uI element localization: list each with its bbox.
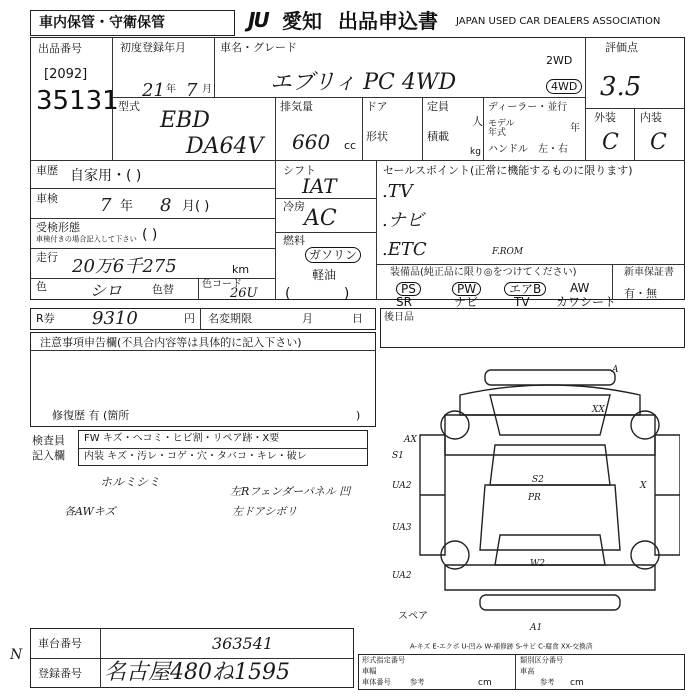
- receive-sub: 車検付きの場合記入して下さい: [36, 236, 137, 245]
- drive-4wd: 4WD: [546, 79, 582, 94]
- model-year-unit: 年: [570, 123, 580, 134]
- inspector-row-2: 内装 キズ・汚レ・コゲ・穴・タバコ・キレ・破レ: [84, 451, 307, 462]
- equip-ps: PS: [396, 282, 421, 296]
- size-unit-l: cm: [478, 678, 492, 688]
- ju-logo: JU: [248, 8, 268, 32]
- model-label: 型式: [118, 100, 140, 113]
- diag-label-a1: A1: [530, 623, 543, 633]
- capacity-unit: 人: [472, 115, 483, 128]
- door-label: ドア: [366, 100, 388, 113]
- car-name-label: 車名・グレード: [220, 41, 297, 54]
- color-code: 26U: [230, 286, 258, 301]
- fuel-paren: ( ): [285, 286, 350, 302]
- lot-number: 35131: [36, 86, 119, 116]
- recycle-box: [30, 308, 376, 330]
- fuel-diesel: 軽油: [312, 268, 337, 282]
- damage-legend: A-キズ E-エクボ U-凹み W-補修跡 S-サビ C-腐食 XX-交換済: [410, 643, 593, 651]
- repair-close: ): [356, 409, 361, 422]
- dealer-label: ディーラー・並行: [488, 102, 568, 113]
- diag-label-ax: AX: [404, 435, 417, 445]
- history-value: 自家用・( ): [70, 168, 142, 184]
- sales-point-1: .TV: [382, 181, 413, 202]
- car-name-value: エブリィ PC 4WD: [270, 70, 457, 95]
- inspector-label-1: 検査員: [32, 434, 65, 447]
- inspection-year: 7: [100, 195, 112, 216]
- recycle-unit: 円: [184, 312, 195, 325]
- model-value-2: DA64V: [186, 134, 264, 159]
- handwritten-note-2: 各AWキズ: [64, 505, 116, 518]
- lot-sub: [2092]: [44, 67, 88, 82]
- deadline-day: 日: [352, 312, 363, 325]
- margin-mark: N: [10, 647, 23, 663]
- equip-sr: SR: [396, 295, 412, 309]
- score-value: 3.5: [600, 72, 642, 102]
- sales-points-label: セールスポイント(正常に機能するものに限ります): [383, 164, 633, 177]
- diag-label-ua3: UA3: [392, 523, 412, 533]
- score-label: 評価点: [605, 41, 638, 54]
- warranty-opts: 有・無: [624, 287, 657, 300]
- org-name: 愛知: [282, 9, 322, 33]
- diag-label-ua2-bottom: UA2: [392, 571, 412, 581]
- int-score: C: [650, 130, 667, 155]
- deadline-label: 名変期限: [208, 312, 252, 325]
- recycle-value: 9310: [92, 308, 138, 329]
- equip-pw: PW: [452, 282, 481, 296]
- size-r3: 参考: [540, 679, 555, 688]
- reg-month-unit: 月: [202, 84, 212, 95]
- warranty-label: 新車保証書: [624, 267, 674, 278]
- inspection-month: 8: [160, 195, 172, 216]
- diag-label-s1: S1: [392, 451, 404, 461]
- inspection-year-unit: 年: [120, 199, 134, 214]
- diag-label-ua2-top: UA2: [392, 481, 412, 491]
- diag-label-xx: XX: [592, 405, 605, 415]
- inspection-label: 車検: [36, 192, 58, 205]
- equip-aw: AW: [570, 281, 590, 295]
- storage-box: [30, 10, 235, 36]
- diag-label-s2: S2: [532, 475, 544, 485]
- model-value-1: EBD: [160, 108, 210, 133]
- reg-year: 21: [142, 80, 165, 101]
- diag-label-a: A: [612, 365, 619, 375]
- form-title: 出品申込書: [338, 9, 438, 33]
- model-year-label: モデル年式: [488, 119, 515, 138]
- inspector-label-2: 記入欄: [32, 449, 65, 462]
- load-unit: kg: [470, 147, 481, 157]
- diag-label-w2: W2: [530, 559, 545, 569]
- diag-label-x: X: [640, 481, 647, 491]
- diag-label-pr: PR: [528, 493, 541, 503]
- displacement-unit: cc: [344, 139, 357, 152]
- ac-value: AC: [304, 206, 337, 231]
- color-value: シロ: [90, 281, 123, 300]
- shift-label: シフト: [283, 164, 316, 177]
- chassis-label: 車台番号: [38, 637, 82, 650]
- spare-label: スペア: [398, 611, 428, 622]
- inspector-row-1: FW キズ・ヘコミ・ヒビ割・リペア跡・X要: [84, 433, 280, 444]
- sales-point-2: .ナビ: [382, 210, 424, 231]
- handle-opts: 左・右: [538, 144, 568, 155]
- reg-date-label: 初度登録年月: [120, 41, 186, 54]
- sales-point-note: F.ROM: [492, 247, 524, 257]
- ext-label: 外装: [594, 111, 616, 124]
- fuel-gasoline: ガソリン: [305, 247, 361, 263]
- reg-month: 7: [186, 80, 198, 101]
- ext-score: C: [602, 130, 619, 155]
- drive-2wd: 2WD: [546, 54, 573, 67]
- capacity-label: 定員: [427, 100, 449, 113]
- int-label: 内装: [640, 111, 662, 124]
- equip-navi: ナビ: [454, 295, 479, 309]
- equipment-label: 装備品(純正品に限り◎をつけてください): [390, 267, 577, 278]
- registration-value: 名古屋480ね1595: [104, 660, 290, 685]
- mileage-label: 走行: [36, 251, 58, 264]
- sales-point-3: .ETC: [382, 239, 427, 260]
- equip-tv: TV: [514, 295, 530, 309]
- remarks-label: 後日品: [384, 312, 414, 323]
- remarks-box: [380, 308, 685, 348]
- displacement-label: 排気量: [280, 100, 313, 113]
- assoc-name: JAPAN USED CAR DEALERS ASSOCIATION: [456, 16, 661, 27]
- size-unit-r: cm: [570, 678, 584, 688]
- equip-seat: カワシート: [556, 295, 617, 309]
- color-change-label: 色替: [152, 283, 174, 296]
- mileage-value: 20万6千275: [72, 256, 177, 277]
- reg-year-unit: 年: [166, 84, 176, 95]
- mileage-unit: km: [232, 263, 250, 276]
- load-label: 積載: [427, 130, 449, 143]
- fuel-label: 燃料: [283, 234, 305, 247]
- shift-value: IAT: [302, 174, 337, 198]
- size-l1: 形式指定番号: [362, 657, 406, 666]
- color-code-label: 色コード: [202, 279, 242, 290]
- size-r1: 類別区分番号: [520, 657, 564, 666]
- size-r2: 車高: [520, 668, 535, 677]
- storage-label: 車内保管・守衛保管: [39, 15, 165, 31]
- receive-label: 受検形態: [36, 221, 80, 234]
- repair-label: 修復歴 有 (箇所: [52, 409, 130, 422]
- notes-label: 注意事項申告欄(不具合内容等は具体的に記入下さい): [40, 336, 302, 349]
- handwritten-note-1: ホルミシミ: [100, 475, 161, 489]
- chassis-value: 363541: [212, 634, 274, 653]
- history-label: 車歴: [36, 164, 58, 177]
- size-l4: 参考: [410, 679, 425, 688]
- displacement-value: 660: [292, 130, 331, 154]
- handle-label: ハンドル: [488, 144, 528, 155]
- shape-label: 形状: [366, 130, 388, 143]
- handwritten-note-4: 左ドアシボリ: [232, 505, 298, 518]
- equip-airbag: エアB: [504, 282, 546, 296]
- inspection-month-unit: 月( ): [182, 199, 210, 214]
- size-l2: 車幅: [362, 668, 377, 677]
- registration-label: 登録番号: [38, 667, 82, 680]
- receive-value: ( ): [142, 227, 158, 243]
- handwritten-note-3: 左Rフェンダーパネル 凹: [230, 485, 351, 498]
- recycle-label: R券: [36, 312, 55, 325]
- ac-label: 冷房: [283, 200, 305, 213]
- color-label: 色: [36, 280, 47, 293]
- lot-label: 出品番号: [38, 42, 82, 55]
- size-l3: 車体番号: [362, 679, 391, 688]
- deadline-month: 月: [302, 312, 313, 325]
